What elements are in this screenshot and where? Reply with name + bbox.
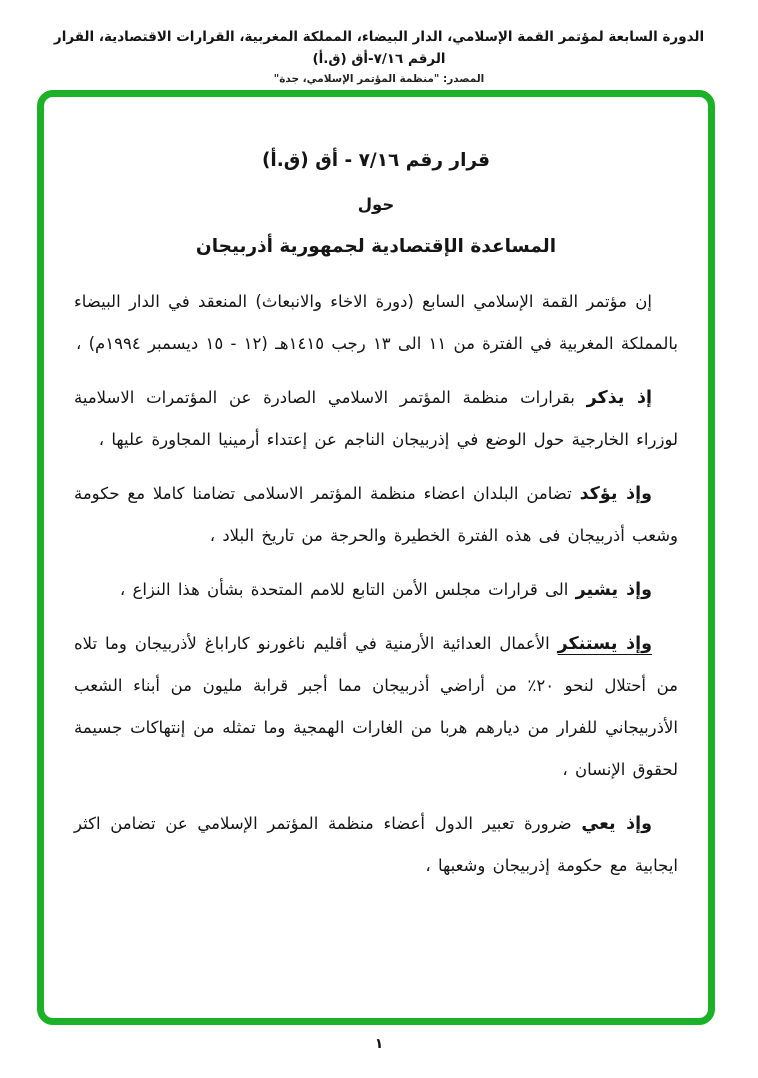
paragraph-recalling: [66, 377, 678, 461]
paragraph-lead-phrase: وإذ يستنكر: [557, 634, 653, 654]
paragraph-text: إن مؤتمر القمة الإسلامي السابع (دورة الاخاء والانبعاث) المنعقد في الدار البيضاء بالمملكة المغربية في الفترة من ١١ الى ١٣ رجب ١٤١٥هـ (١٢ - ١٥ ديسمبر ١٩٩٤م) ،: [66, 292, 678, 353]
paragraph-aware: [66, 803, 678, 887]
document-header: [0, 26, 758, 85]
paragraph-text: تضامن البلدان اعضاء منظمة المؤتمر الاسلامى تضامنا كاملا مع حكومة وشعب أذربيجان فى هذه الفترة الخطيرة والحرجة من تاريخ البلاد ،: [66, 484, 678, 545]
paragraph-text: بقرارات منظمة المؤتمر الاسلامي الصادرة عن المؤتمرات الاسلامية لوزراء الخارجية حول الوضع في إذربيجان الناجم عن إعتداء أرمينيا المجاورة عليها ،: [66, 388, 678, 449]
paragraph-preamble: [66, 281, 678, 365]
resolution-subject-title: المساعدة الإقتصادية لجمهورية أذربيجان: [195, 236, 557, 257]
header-source: المصدر: "منظمة المؤتمر الإسلامي، جدة": [273, 73, 485, 85]
paragraph-text: الى قرارات مجلس الأمن التابع للامم المتحدة بشأن هذا النزاع ،: [119, 580, 576, 599]
paragraph-lead-phrase: إذ يذكر: [586, 388, 652, 408]
green-border-frame: [37, 90, 715, 1025]
resolution-body: [66, 281, 678, 887]
paragraph-affirming: [66, 473, 678, 557]
page-number: ١: [374, 1036, 384, 1052]
paragraph-text: ضرورة تعبير الدول أعضاء منظمة المؤتمر الإسلامي عن تضامن اكثر ايجابية مع حكومة إذربيجان وشعبها ،: [66, 814, 678, 875]
paragraph-text: الأعمال العدائية الأرمنية في أقليم ناغورنو كاراباغ لأذربيجان وما تلاه من أحتلال لنحو ٢٠٪ من أراضي أذربيجان مما أجبر قرابة مليون من أبناء الشعب الأذربيجاني للفرار من ديارهم هربا من الغارات الهمجية وما تمثله من إنتهاكات جسيمة لحقوق الإنسان ،: [66, 634, 678, 779]
header-citation: الدورة السابعة لمؤتمر القمة الإسلامي، الدار البيضاء، المملكة المغربية، القرارات الاقتصادية، القرار الرقم ٧/١٦-أق (ق.أ): [53, 29, 705, 67]
paragraph-referring: [74, 569, 678, 611]
paragraph-denouncing: [66, 623, 678, 791]
document-content: [44, 97, 708, 887]
paragraph-lead-phrase: وإذ يشير: [575, 580, 652, 600]
resolution-number-title: قرار رقم ٧/١٦ - أق (ق.أ): [261, 150, 491, 171]
about-word: حول: [357, 195, 395, 214]
paragraph-lead-phrase: وإذ يؤكد: [579, 484, 652, 504]
paragraph-lead-phrase: وإذ يعي: [581, 814, 652, 834]
